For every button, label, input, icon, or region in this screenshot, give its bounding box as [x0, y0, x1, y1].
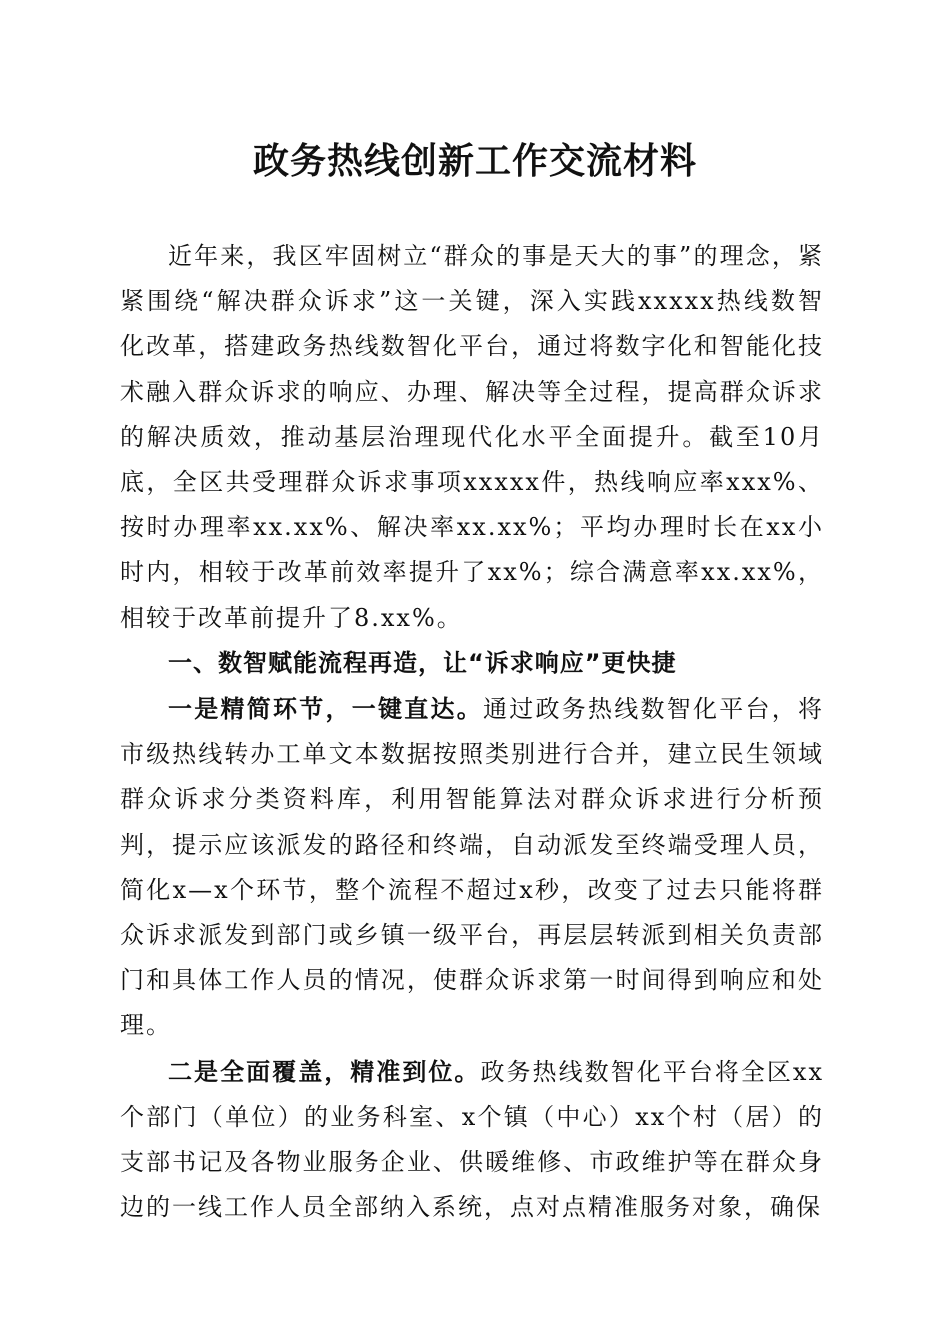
paragraph-text: 通过政务热线数智化平台，将市级热线转办工单文本数据按照类别进行合并，建立民生领域群众诉求分类资料库，利用智能算法对群众诉求进行分析预判，提示应该派发的路径和终端，自动派发至终端受理人员，简化x—x个环节，整个流程不超过x秒，改变了过去只能将群众诉求派发到部门或乡镇一级平台，再层层转派到相关负责部门和具体工作人员的情况，使群众诉求第一时间得到响应和处理。: [120, 695, 824, 1040]
document-title: 政务热线创新工作交流材料: [252, 140, 697, 182]
section-heading-1: 一、数智赋能流程再造，让“诉求响应”更快捷: [168, 648, 677, 677]
paragraph-streamline: [120, 686, 824, 1049]
paragraph-coverage: [120, 1049, 824, 1231]
paragraph-text: 政务热线数智化平台将全区xx个部门（单位）的业务科室、x个镇（中心）xx个村（居）的支部书记及各物业服务企业、供暖维修、市政维护等在群众身边的一线工作人员全部纳入系统，点对点精准服务对象，确保: [120, 1057, 824, 1222]
paragraph-lead: 一是精简环节，一键直达。: [168, 694, 483, 724]
paragraph-lead: 二是全面覆盖，精准到位。: [168, 1056, 481, 1086]
document-body: [120, 234, 824, 1230]
intro-paragraph: 近年来，我区牢固树立“群众的事是天大的事”的理念，紧紧围绕“解决群众诉求”这一关键，深入实践xxxxx热线数智化改革，搭建政务热线数智化平台，通过将数字化和智能化技术融入群众诉求的响应、办理、解决等全过程，提高群众诉求的解决质效，推动基层治理现代化水平全面提升。截至10月底，全区共受理群众诉求事项xxxxx件，热线响应率xxx%、按时办理率xx.xx%、解决率xx.xx%；平均办理时长在xx小时内，相较于改革前效率提升了xx%；综合满意率xx.xx%，相较于改革前提升了8.xx%。: [120, 242, 824, 632]
